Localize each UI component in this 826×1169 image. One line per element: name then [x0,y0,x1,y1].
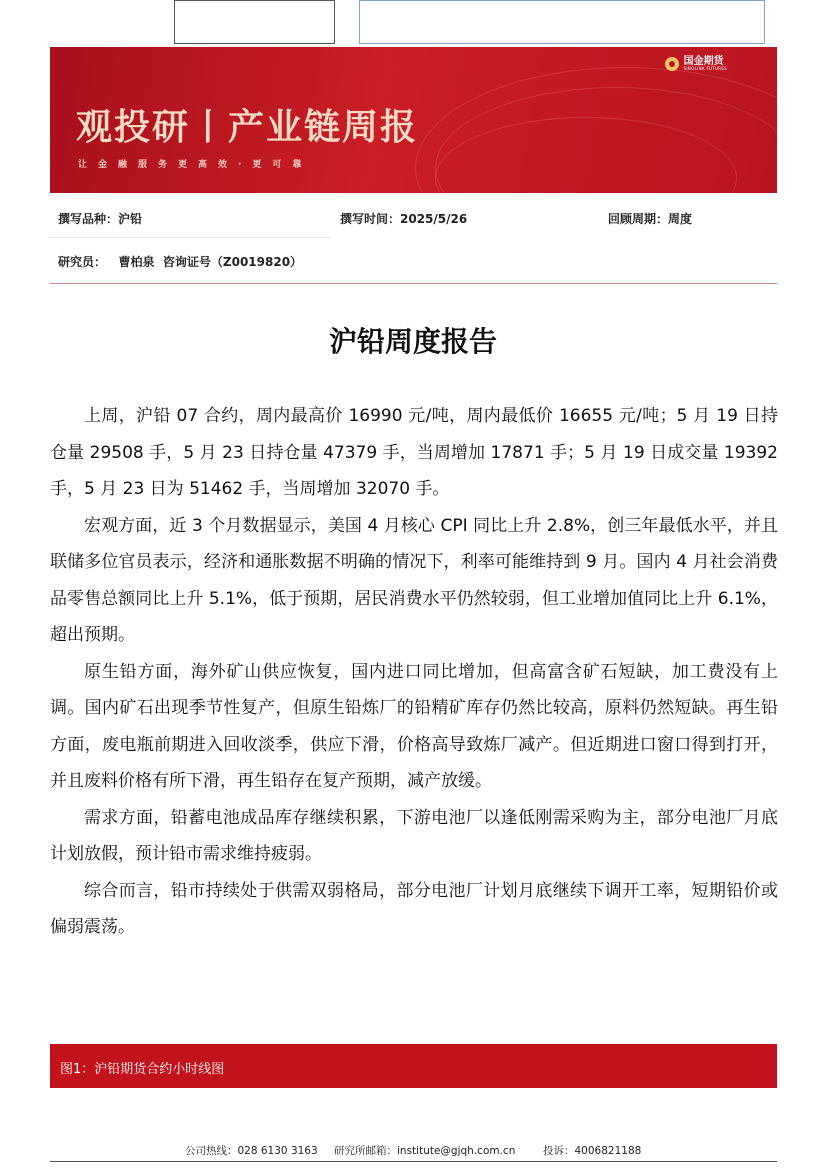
header-box-right [359,0,765,44]
report-body [50,398,778,946]
banner-title: 观投研丨产业链周报 [76,107,419,148]
company-logo [665,57,727,71]
figure-caption-bar [50,1044,777,1088]
banner-slogan: 让金融服务更高效·更可靠 [78,160,313,170]
footer-complaint: 投诉：4006821188 [543,1145,642,1157]
meta-period: 回顾周期：周度 [608,212,693,226]
paragraph: 需求方面，铅蓄电池成品库存继续积累，下游电池厂以逢低刚需采购为主，部分电池厂月底计划放假，预计铅市需求维持疲弱。 [50,807,778,864]
logo-name-cn: 国金期货 [683,56,724,67]
header-rule [50,283,777,284]
paragraph: 上周，沪铅 07 合约，周内最高价 16990 元/吨，周内最低价 16655 元/吨；5 月 19 日持仓量 29508 手，5 月 23 日持仓量 47379 手，当周增加 17871 手；5 月 19 日成交量 19392 手，5 月 23 日为 51462 手，当周增加 32070 手。 [50,406,778,499]
meta-divider [50,237,330,238]
logo-name-en: SINOLINK FUTURES [683,66,727,71]
figure-caption: 图1：沪铅期货合约小时线图 [60,1062,225,1077]
footer-rule [50,1161,777,1162]
paragraph: 原生铅方面，海外矿山供应恢复，国内进口同比增加，但高富含矿石短缺，加工费没有上调。国内矿石出现季节性复产，但原生铅炼厂的铅精矿库存仍然比较高，原料仍然短缺。再生铅方面，废电瓶前期进入回收淡季，供应下滑，价格高导致炼厂减产。但近期进口窗口得到打开，并且废料价格有所下滑，再生铅存在复产预期，减产放缓。 [50,661,778,791]
meta-researcher: 研究员： 曹柏泉 咨询证号（Z0019820） [58,255,303,269]
footer-email: 研究所邮箱：institute@gjqh.com.cn [334,1145,516,1157]
document-title: 沪铅周度报告 [328,325,497,358]
report-banner [50,47,777,193]
meta-date: 撰写时间：2025/5/26 [340,212,468,226]
paragraph: 综合而言，铅市持续处于供需双弱格局，部分电池厂计划月底继续下调开工率，短期铅价或偏弱震荡。 [50,880,778,937]
header-box-left [174,0,335,44]
footer-hotline: 公司热线：028 6130 3163 [185,1145,318,1157]
paragraph: 宏观方面，近 3 个月数据显示，美国 4 月核心 CPI 同比上升 2.8%，创三年最低水平，并且联储多位官员表示，经济和通胀数据不明确的情况下，利率可能维持到 9 月。国内 4 月社会消费品零售总额同比上升 5.1%，低于预期，居民消费水平仍然较弱，但工业增加值同比上升 6.1%，超出预期。 [50,515,778,645]
logo-icon [665,57,679,71]
meta-variety: 撰写品种：沪铅 [58,212,143,226]
